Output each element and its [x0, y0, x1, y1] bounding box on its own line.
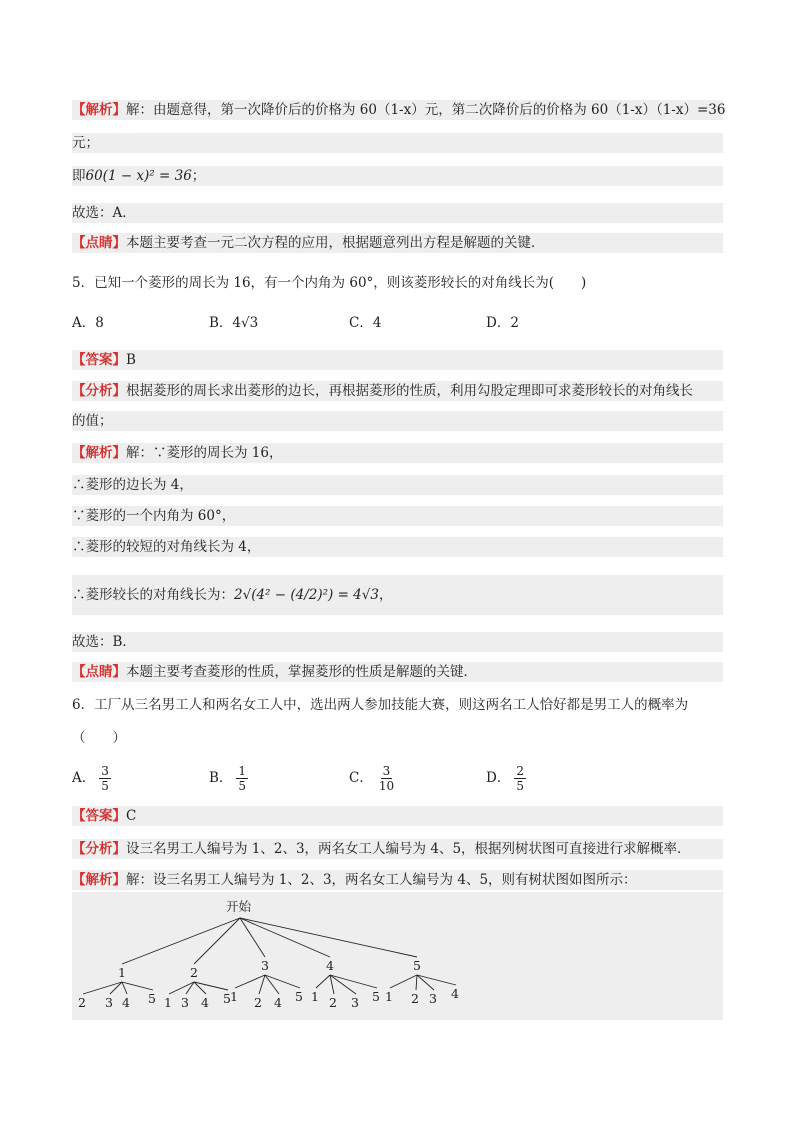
q6-analysis	[72, 839, 723, 859]
q5-comment-tag: 【点睛】	[72, 664, 126, 680]
tree-leaf-1-3: 3	[105, 995, 113, 1010]
tree-leaf-3-1: 1	[230, 989, 238, 1004]
q6-option-c-label: C．	[349, 770, 373, 786]
q6-stem-line1	[72, 695, 723, 715]
prev-equation-prefix: 即	[72, 168, 86, 184]
q5-formula-prefix: ∴菱形较长的对角线长为：	[72, 587, 234, 603]
q5-analysis-text2: 的值；	[72, 413, 113, 429]
q6-option-a-fraction	[99, 764, 111, 793]
q5-option-d	[486, 313, 519, 333]
prev-analysis-tag: 【解析】	[72, 102, 126, 118]
q5-option-d-value: 2	[510, 315, 519, 331]
tree-edge-root-2	[194, 918, 240, 964]
q5-answer	[72, 350, 723, 370]
tree-edge-root-5	[240, 918, 417, 957]
prev-comment	[72, 233, 723, 253]
q5-stem-text: 5．已知一个菱形的周长为 16，有一个内角为 60°，则该菱形较长的对角线长为( )	[72, 275, 587, 291]
q5-choice-text: 故选：B．	[72, 634, 136, 650]
tree-leaf-5-2: 2	[411, 991, 419, 1006]
tree-leaf-4-5: 5	[372, 989, 380, 1004]
q6-stem-text1: 6．工厂从三名男工人和两名女工人中，选出两人参加技能大赛，则这两名工人恰好都是男工人的概率为	[72, 697, 689, 713]
q6-analysis-tag: 【分析】	[72, 841, 126, 857]
tree-leaf-2-1: 1	[164, 995, 172, 1010]
q6-option-c	[349, 764, 396, 793]
tree-leaf-2-5: 5	[223, 991, 231, 1006]
tree-root: 开始	[226, 899, 252, 914]
tree-node-5: 5	[413, 958, 421, 973]
tree-node-1: 1	[118, 965, 126, 980]
prev-comment-text: 本题主要考查一元二次方程的应用，根据题意列出方程是解题的关键．	[126, 235, 545, 251]
q5-answer-value: B	[126, 352, 136, 368]
tree-edge-3-2	[259, 975, 265, 994]
q5-analysis-line2	[72, 411, 723, 431]
tree-edge-5-1	[390, 975, 417, 988]
tree-diagram	[72, 892, 723, 1020]
q6-option-b-fraction	[236, 764, 248, 793]
q5-answer-tag: 【答案】	[72, 352, 126, 368]
prev-choice-text: 故选：A．	[72, 205, 136, 221]
q5-comment-text: 本题主要考查菱形的性质，掌握菱形的性质是解题的关键．	[126, 664, 477, 680]
tree-leaf-4-2: 2	[329, 995, 337, 1010]
q6-answer-tag: 【答案】	[72, 808, 126, 824]
q6-option-b-label: B．	[209, 770, 233, 786]
tree-leaf-5-4: 4	[451, 986, 459, 1001]
tree-edge-1-4	[122, 982, 127, 994]
q6-option-d	[486, 764, 526, 793]
q5-formula-line	[72, 575, 723, 615]
q5-option-c-label: C．	[349, 315, 373, 331]
q6-option-d-den: 5	[516, 779, 524, 793]
tree-node-3: 3	[261, 958, 269, 973]
q5-option-b-label: B．	[209, 315, 233, 331]
q5-option-d-label: D．	[486, 315, 511, 331]
q6-solution	[72, 870, 723, 890]
q6-option-d-label: D．	[486, 770, 511, 786]
q5-formula-suffix: ，	[378, 587, 393, 603]
prev-analysis-line2	[72, 133, 723, 153]
q6-option-b-den: 5	[238, 779, 247, 793]
prev-equation-suffix: ；	[191, 168, 206, 184]
q5-analysis-tag: 【分析】	[72, 383, 126, 399]
tree-leaf-5-3: 3	[429, 991, 437, 1006]
tree-leaf-2-3: 3	[181, 995, 189, 1010]
tree-edge-4-3	[330, 975, 356, 994]
q6-stem-line2	[72, 728, 723, 748]
tree-edge-2-5	[194, 982, 228, 990]
tree-node-4: 4	[326, 958, 334, 973]
q5-solution-text3: ∵菱形的一个内角为 60°，	[72, 508, 236, 524]
q5-solution-line4	[72, 537, 723, 557]
q5-option-c	[349, 313, 381, 333]
q6-option-d-num: 2	[516, 764, 524, 778]
tree-leaf-3-4: 4	[274, 995, 282, 1010]
q5-solution-line1	[72, 443, 723, 463]
tree-edge-3-1	[235, 975, 265, 988]
tree-leaf-2-4: 4	[201, 995, 209, 1010]
q5-solution-line3	[72, 506, 723, 526]
tree-leaf-5-1: 1	[385, 989, 393, 1004]
prev-analysis-text2: 元；	[72, 135, 99, 151]
q6-option-a	[72, 764, 111, 793]
q5-option-b-value: 4√3	[232, 315, 259, 331]
q5-solution-tag: 【解析】	[72, 445, 126, 461]
q5-solution-line2	[72, 475, 723, 495]
tree-edge-root-4	[240, 918, 330, 957]
tree-leaf-4-1: 1	[311, 989, 319, 1004]
q6-option-b-num: 1	[238, 764, 247, 778]
q5-stem	[72, 273, 723, 293]
q5-solution-text1: 解：∵菱形的周长为 16，	[126, 445, 283, 461]
prev-comment-tag: 【点睛】	[72, 235, 126, 251]
q5-option-a-value: 8	[95, 315, 104, 331]
tree-leaf-1-5: 5	[148, 991, 156, 1006]
q6-option-c-den: 10	[378, 779, 395, 793]
tree-edge-5-2	[416, 975, 417, 990]
prev-analysis-text: 解：由题意得，第一次降价后的价格为 60（1-x）元，第二次降价后的价格为 60（1-x）（1-x）=36	[126, 102, 726, 118]
q5-comment	[72, 662, 723, 682]
prev-equation: 60(1 − x)² = 36	[85, 168, 192, 184]
q6-option-a-den: 5	[101, 779, 109, 793]
q6-option-a-label: A．	[72, 770, 96, 786]
q6-solution-tag: 【解析】	[72, 872, 126, 888]
prev-choice	[72, 203, 723, 223]
q6-solution-text: 解：设三名男工人编号为 1、2、3，两名女工人编号为 4、5，则有树状图如图所示：	[126, 872, 637, 888]
prev-equation-line	[72, 166, 723, 186]
q6-analysis-text: 设三名男工人编号为 1、2、3，两名女工人编号为 4、5，根据列树状图可直接进行求解概率．	[126, 841, 691, 857]
q5-analysis-line1	[72, 381, 723, 401]
q6-answer-value: C	[126, 808, 137, 824]
q5-option-b	[209, 313, 258, 333]
tree-leaf-1-4: 4	[122, 995, 130, 1010]
q6-answer	[72, 806, 723, 826]
tree-node-2: 2	[190, 965, 198, 980]
q5-option-a-label: A．	[72, 315, 96, 331]
q5-solution-text4: ∴菱形的较短的对角线长为 4，	[72, 539, 261, 555]
tree-edge-1-5	[122, 982, 153, 990]
prev-analysis-line1	[72, 100, 726, 120]
q6-option-c-fraction	[377, 764, 396, 793]
q6-option-b	[209, 764, 248, 793]
tree-leaf-3-2: 2	[254, 995, 262, 1010]
q5-solution-text2: ∴菱形的边长为 4，	[72, 477, 193, 493]
q5-option-c-value: 4	[372, 315, 382, 331]
q6-option-d-fraction	[514, 764, 526, 793]
tree-edge-4-1	[316, 975, 330, 988]
q6-option-a-num: 3	[101, 764, 109, 778]
q5-choice	[72, 632, 723, 652]
q6-stem-text2: （ ）	[72, 730, 126, 746]
q5-formula: 2√(4² − (4/2)²) = 4√3	[234, 587, 379, 603]
tree-leaf-4-3: 3	[351, 995, 359, 1010]
tree-edge-4-5	[330, 975, 377, 988]
tree-edge-root-1	[122, 918, 240, 964]
tree-leaf-3-5: 5	[295, 989, 303, 1004]
q5-option-a	[72, 313, 104, 333]
q6-option-c-num: 3	[382, 764, 391, 778]
tree-leaf-1-2: 2	[78, 995, 86, 1010]
q5-analysis-text: 根据菱形的周长求出菱形的边长，再根据菱形的性质，利用勾股定理即可求菱形较长的对角线长	[126, 383, 693, 399]
